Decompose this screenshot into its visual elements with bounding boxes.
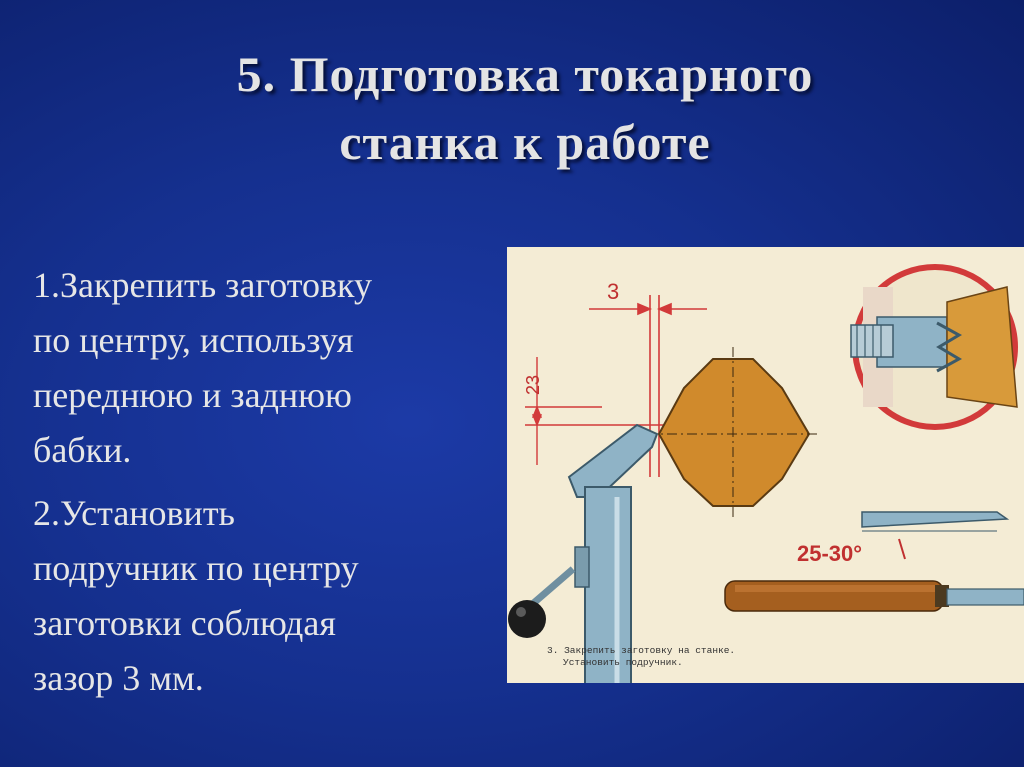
figure-caption-line-2: Установить подручник. (563, 657, 683, 668)
chisel (725, 581, 1024, 611)
lathe-setup-illustration (507, 247, 1024, 683)
chisel-tip (862, 512, 1007, 531)
step-2-line: зазор 3 мм. (33, 658, 204, 698)
lathe-diagram (507, 247, 1024, 683)
chuck-detail-circle (851, 267, 1017, 427)
slide-title-line-1: 5. Подготовка токарного (236, 46, 814, 102)
height-dimension-label: 23 (523, 374, 543, 395)
slide-title-line-2: станка к работе (339, 114, 711, 170)
gap-dimension-label: 3 (607, 279, 620, 304)
angle-marker (899, 539, 905, 559)
step-1-line: бабки. (33, 430, 132, 470)
step-1-line: переднюю и заднюю (33, 375, 352, 415)
step-2-line: подручник по центру (33, 548, 359, 588)
step-1 (33, 258, 483, 478)
figure-caption (547, 645, 807, 669)
slide-title (80, 40, 970, 176)
figure-caption-line-1: 3. Закрепить заготовку на станке. (547, 645, 736, 656)
step-2-line: 2.Установить (33, 493, 235, 533)
angle-label: 25-30° (797, 541, 863, 566)
step-1-line: 1.Закрепить заготовку (33, 265, 372, 305)
workpiece-octagon (659, 359, 809, 506)
step-2-line: заготовки соблюдая (33, 603, 336, 643)
steps-text (33, 258, 483, 714)
step-2 (33, 486, 483, 706)
step-1-line: по центру, используя (33, 320, 354, 360)
